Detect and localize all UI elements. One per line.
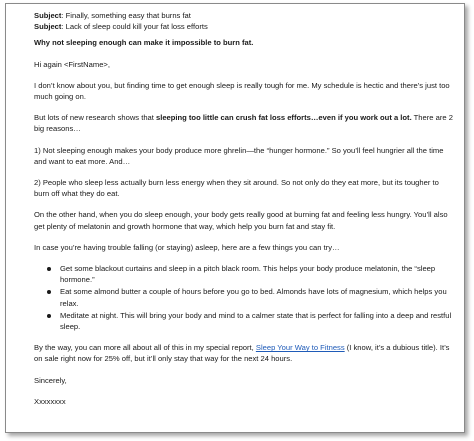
offer-text-end: (I know, it’s a dubious title). It’s on sale right now for 25% off, but it’ll only stay that way for the next 24 hours. — [34, 343, 450, 364]
paragraph-research — [34, 112, 454, 134]
research-text-end: There are 2 big reasons… — [34, 113, 453, 134]
list-item: Get some blackout curtains and sleep in a pitch black room. This helps your body produce melatonin, the “sleep hormone.” — [60, 263, 454, 285]
research-emphasis: sleeping too little can crush fat loss efforts…even if you work out a lot. — [155, 113, 412, 123]
closing: Sincerely, — [34, 375, 67, 385]
report-link[interactable]: Sleep Your Way to Fitness — [255, 343, 345, 353]
paragraph-reason-2: 2) People who sleep less actually burn less energy when they sit around. So not only do they eat more, but its tougher to burn off what they do eat. — [34, 178, 439, 199]
list-item: Meditate at night. This will bring your body and mind to a calmer state that is perfect for falling into a deep and restful sleep. — [60, 310, 454, 332]
offer-text: By the way, you can more all about all of this in my special report, — [34, 343, 256, 353]
subject-label: Subject — [34, 11, 62, 20]
subject-label: Subject — [34, 22, 62, 32]
research-text: But lots of new research shows that — [34, 113, 156, 123]
subject-line-1: Subject: Finally, something easy that burns fat — [34, 11, 191, 20]
paragraph-reason-1: 1) Not sleeping enough makes your body produce more ghrelin—the “hunger hormone.” So you’ll feel hungrier all the time and want to eat more. And… — [34, 145, 444, 166]
subject-text: Lack of sleep could kill your fat loss efforts — [65, 22, 208, 32]
paragraph-intro: I don’t know about you, but finding time to get enough sleep is really tough for me. My schedule is hectic and there’s just too much going on. — [34, 80, 450, 102]
paragraph-tips-intro: In case you’re having trouble falling (or staying) asleep, here are a few things you can try… — [34, 242, 340, 252]
paragraph-offer — [34, 342, 454, 364]
paragraph-benefits: On the other hand, when you do sleep enough, your body gets really good at burning fat and feeling less hungry. You’ll also get plenty of melatonin and growth hormone that way, which help you burn fat and stay fit. — [34, 210, 448, 231]
subject-text: Finally, something easy that burns fat — [65, 11, 191, 20]
greeting: Hi again <FirstName>, — [34, 59, 110, 69]
email-headline: Why not sleeping enough can make it impossible to burn fat. — [34, 38, 254, 48]
signature: Xxxxxxxx — [34, 396, 66, 406]
email-document — [5, 3, 465, 433]
tips-list — [34, 263, 454, 332]
list-item: Eat some almond butter a couple of hours before you go to bed. Almonds have lots of magnesium, which helps you relax. — [60, 286, 454, 308]
subject-line-2: Subject: Lack of sleep could kill your fat loss efforts — [34, 22, 208, 32]
